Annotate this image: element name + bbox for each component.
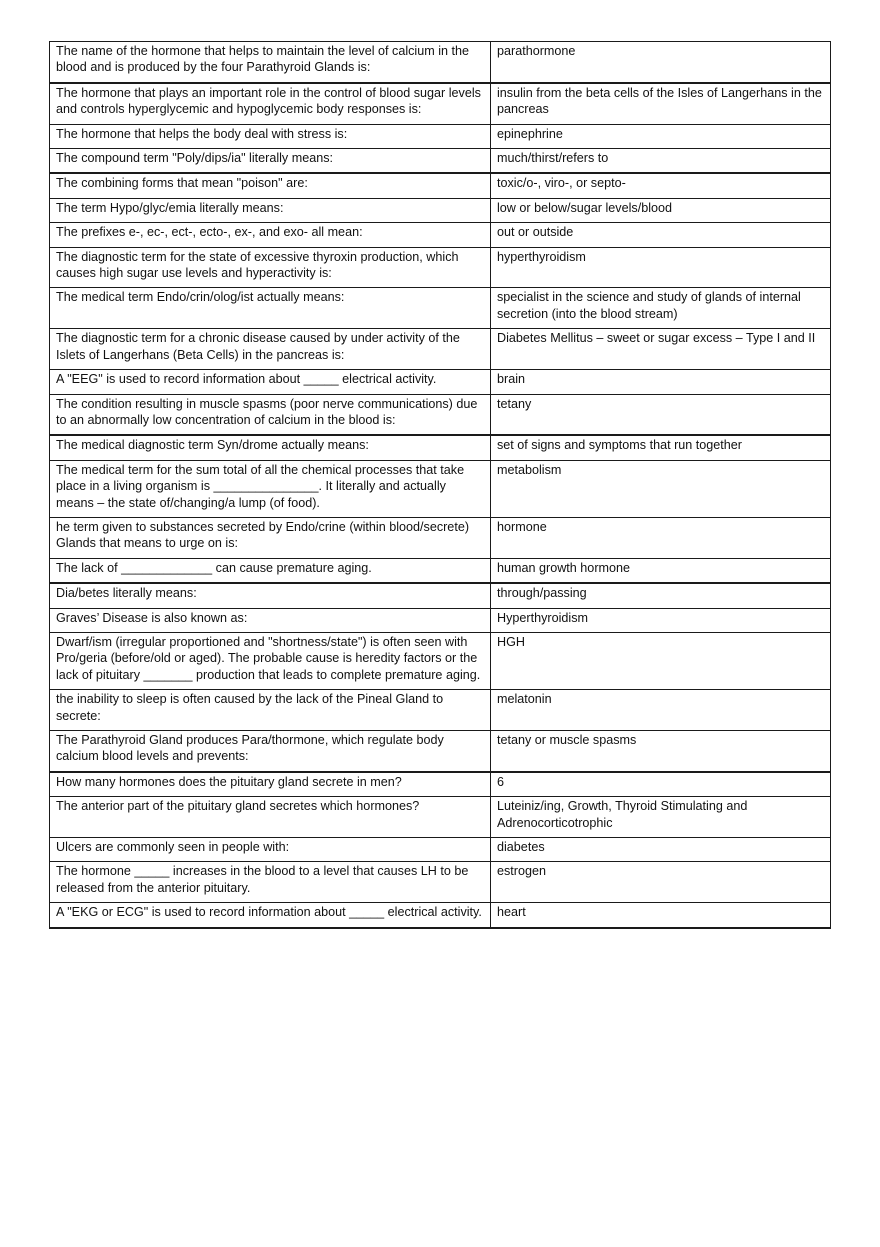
answer-cell: brain <box>491 370 831 394</box>
answer-cell: Diabetes Mellitus – sweet or sugar excess – Type I and II <box>491 329 831 370</box>
question-cell: Dwarf/ism (irregular proportioned and "shortness/state") is often seen with Pro/geria (before/old or aged). The probable cause is heredity factors or the lack of pituitary _______ production that leads to complete premature aging. <box>50 632 491 689</box>
table-row <box>50 124 831 148</box>
answer-cell: low or below/sugar levels/blood <box>491 198 831 222</box>
answer-cell: Hyperthyroidism <box>491 608 831 632</box>
question-cell: The compound term "Poly/dips/ia" literally means: <box>50 149 491 174</box>
answer-cell: Luteiniz/ing, Growth, Thyroid Stimulating and Adrenocorticotrophic <box>491 797 831 838</box>
table-row <box>50 288 831 329</box>
question-cell: The medical term for the sum total of all the chemical processes that take place in a living organism is _______________. It literally and actually means – the state of/changing/a lump (of food). <box>50 460 491 517</box>
table-row <box>50 149 831 174</box>
answer-cell: metabolism <box>491 460 831 517</box>
answer-cell: out or outside <box>491 223 831 247</box>
table-row <box>50 903 831 928</box>
table-row <box>50 690 831 731</box>
question-cell: The combining forms that mean "poison" are: <box>50 173 491 198</box>
question-cell: The Parathyroid Gland produces Para/thormone, which regulate body calcium blood levels and prevents: <box>50 731 491 772</box>
answer-cell: melatonin <box>491 690 831 731</box>
question-cell: The term Hypo/glyc/emia literally means: <box>50 198 491 222</box>
question-cell: Graves’ Disease is also known as: <box>50 608 491 632</box>
answer-cell: toxic/o-, viro-, or septo- <box>491 173 831 198</box>
question-cell: The medical diagnostic term Syn/drome actually means: <box>50 435 491 460</box>
answer-cell: much/thirst/refers to <box>491 149 831 174</box>
question-cell: The hormone _____ increases in the blood to a level that causes LH to be released from the anterior pituitary. <box>50 862 491 903</box>
question-cell: The medical term Endo/crin/olog/ist actually means: <box>50 288 491 329</box>
answer-cell: diabetes <box>491 838 831 862</box>
answer-cell: specialist in the science and study of glands of internal secretion (into the blood stream) <box>491 288 831 329</box>
answer-cell: hormone <box>491 517 831 558</box>
answer-cell: heart <box>491 903 831 928</box>
question-cell: How many hormones does the pituitary gland secrete in men? <box>50 772 491 797</box>
table-row <box>50 632 831 689</box>
answer-cell: insulin from the beta cells of the Isles of Langerhans in the pancreas <box>491 83 831 124</box>
table-row <box>50 460 831 517</box>
question-cell: The diagnostic term for a chronic disease caused by under activity of the Islets of Langerhans (Beta Cells) in the pancreas is: <box>50 329 491 370</box>
question-cell: The lack of _____________ can cause premature aging. <box>50 558 491 583</box>
answer-cell: human growth hormone <box>491 558 831 583</box>
table-row <box>50 247 831 288</box>
table-row <box>50 838 831 862</box>
question-cell: Dia/betes literally means: <box>50 583 491 608</box>
table-row <box>50 42 831 83</box>
answer-cell: hyperthyroidism <box>491 247 831 288</box>
table-row <box>50 394 831 435</box>
question-cell: The hormone that helps the body deal with stress is: <box>50 124 491 148</box>
table-row <box>50 435 831 460</box>
table-row <box>50 772 831 797</box>
table-row <box>50 173 831 198</box>
question-cell: The condition resulting in muscle spasms (poor nerve communications) due to an abnormally low concentration of calcium in the blood is: <box>50 394 491 435</box>
question-cell: The name of the hormone that helps to maintain the level of calcium in the blood and is produced by the four Parathyroid Glands is: <box>50 42 491 83</box>
question-cell: A "EKG or ECG" is used to record information about _____ electrical activity. <box>50 903 491 928</box>
table-row <box>50 329 831 370</box>
question-cell: he term given to substances secreted by Endo/crine (within blood/secrete) Glands that means to urge on is: <box>50 517 491 558</box>
question-answer-table <box>49 41 831 929</box>
question-cell: The prefixes e-, ec-, ect-, ecto-, ex-, and exo- all mean: <box>50 223 491 247</box>
answer-cell: through/passing <box>491 583 831 608</box>
answer-cell: estrogen <box>491 862 831 903</box>
answer-cell: tetany <box>491 394 831 435</box>
table-row <box>50 198 831 222</box>
answer-cell: epinephrine <box>491 124 831 148</box>
question-cell: The hormone that plays an important role in the control of blood sugar levels and controls hyperglycemic and hypoglycemic body responses is: <box>50 83 491 124</box>
question-cell: the inability to sleep is often caused by the lack of the Pineal Gland to secrete: <box>50 690 491 731</box>
table-row <box>50 731 831 772</box>
question-cell: The diagnostic term for the state of excessive thyroxin production, which causes high sugar use levels and hyperactivity is: <box>50 247 491 288</box>
question-cell: A "EEG" is used to record information about _____ electrical activity. <box>50 370 491 394</box>
table-row <box>50 797 831 838</box>
answer-cell: tetany or muscle spasms <box>491 731 831 772</box>
answer-cell: set of signs and symptoms that run together <box>491 435 831 460</box>
answer-cell: parathormone <box>491 42 831 83</box>
answer-cell: 6 <box>491 772 831 797</box>
table-row <box>50 558 831 583</box>
table-row <box>50 370 831 394</box>
table-row <box>50 517 831 558</box>
question-cell: Ulcers are commonly seen in people with: <box>50 838 491 862</box>
table-row <box>50 583 831 608</box>
table-row <box>50 83 831 124</box>
table-row <box>50 608 831 632</box>
table-row <box>50 223 831 247</box>
answer-cell: HGH <box>491 632 831 689</box>
table-row <box>50 862 831 903</box>
question-cell: The anterior part of the pituitary gland secretes which hormones? <box>50 797 491 838</box>
